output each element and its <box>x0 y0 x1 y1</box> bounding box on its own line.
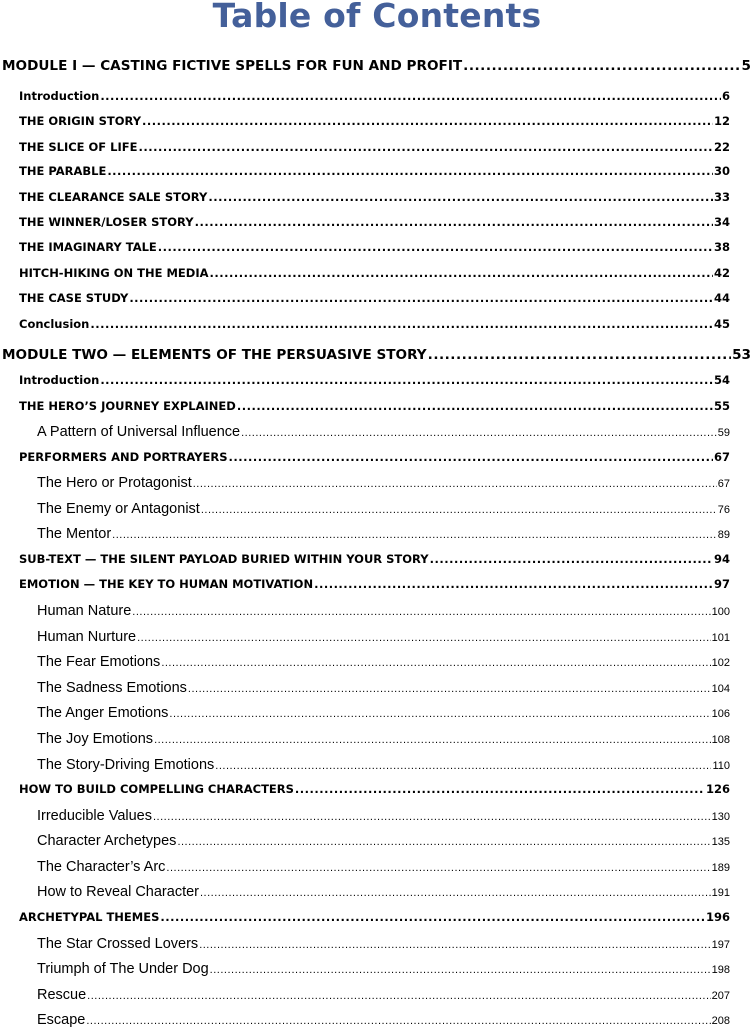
page-title: Table of Contents <box>212 0 542 35</box>
toc-entry[interactable] <box>37 731 730 747</box>
dot-leader <box>201 504 717 516</box>
dot-leader <box>87 990 710 1002</box>
toc-entry-title: Irreducible Values <box>37 808 152 824</box>
dot-leader <box>430 552 713 566</box>
toc-entry-page: 196 <box>705 910 730 924</box>
toc-entry-page: 130 <box>711 811 730 823</box>
toc-entry-page: 34 <box>713 215 730 229</box>
dot-leader <box>208 190 713 204</box>
toc-entry-title: Escape <box>37 1012 86 1028</box>
toc-entry[interactable] <box>37 808 730 824</box>
toc-entry-page: 97 <box>713 577 730 591</box>
toc-entry-page: 102 <box>711 657 730 669</box>
toc-entry-title: The Fear Emotions <box>37 654 161 670</box>
toc-entry-page: 191 <box>711 887 730 899</box>
toc-entry[interactable] <box>19 164 730 178</box>
toc-entry[interactable] <box>37 526 730 542</box>
dot-leader <box>210 266 713 280</box>
toc-entry-page: 126 <box>705 782 730 796</box>
dot-leader <box>100 373 713 387</box>
toc-entry[interactable] <box>19 450 730 464</box>
toc-entry-title: Rescue <box>37 987 87 1003</box>
toc-entry-title: The Joy Emotions <box>37 731 154 747</box>
toc-entry-title: THE SLICE OF LIFE <box>19 140 138 154</box>
dot-leader <box>100 89 721 103</box>
toc-entry-page: 55 <box>713 399 730 413</box>
toc-entry-page: 208 <box>711 1015 730 1027</box>
toc-entry-page: 189 <box>711 862 730 874</box>
dot-leader <box>210 964 711 976</box>
toc-entry[interactable] <box>19 577 730 591</box>
toc-entry-page: 67 <box>713 450 730 464</box>
toc-entry-page: 207 <box>711 990 730 1002</box>
dot-leader <box>241 427 717 439</box>
toc-entry-title: The Anger Emotions <box>37 705 169 721</box>
toc-entry[interactable] <box>19 782 730 796</box>
toc-entry-page: 110 <box>712 760 730 772</box>
dot-leader <box>199 939 710 951</box>
toc-entry[interactable] <box>37 859 730 875</box>
toc-entry[interactable] <box>19 240 730 254</box>
toc-entry[interactable] <box>19 266 730 280</box>
toc-entry[interactable] <box>37 936 730 952</box>
dot-leader <box>86 1015 710 1027</box>
dot-leader <box>169 708 710 720</box>
dot-leader <box>166 862 710 874</box>
toc-entry-page: 6 <box>721 89 730 103</box>
dot-leader <box>177 836 710 848</box>
toc-entry[interactable] <box>19 317 730 331</box>
toc-entry-page: 198 <box>711 964 730 976</box>
dot-leader <box>188 683 711 695</box>
toc-entry[interactable] <box>37 757 730 773</box>
toc-entry-page: 45 <box>713 317 730 331</box>
toc-entry-page: 106 <box>711 708 730 720</box>
toc-entry[interactable] <box>37 884 730 900</box>
toc-entry-page: 54 <box>713 373 730 387</box>
toc-entry-page: 197 <box>711 939 730 951</box>
toc-entry-title: MODULE TWO — ELEMENTS OF THE PERSUASIVE STORY <box>2 347 427 363</box>
dot-leader <box>428 347 731 363</box>
dot-leader <box>158 240 713 254</box>
dot-leader <box>107 164 713 178</box>
toc-entry-title: Human Nurture <box>37 629 137 645</box>
toc-entry-title: Introduction <box>19 373 100 387</box>
toc-entry[interactable] <box>37 475 730 491</box>
dot-leader <box>200 887 711 899</box>
toc-entry-title: PERFORMERS AND PORTRAYERS <box>19 450 228 464</box>
toc-entry[interactable] <box>19 373 730 387</box>
toc-entry-page: 5 <box>741 58 751 74</box>
toc-entry-title: THE IMAGINARY TALE <box>19 240 157 254</box>
toc-entry[interactable] <box>19 190 730 204</box>
dot-leader <box>295 782 705 796</box>
dot-leader <box>215 760 711 772</box>
toc-entry-page: 59 <box>717 427 730 439</box>
toc-entry-title: The Character’s Arc <box>37 859 166 875</box>
toc-entry-title: Character Archetypes <box>37 833 177 849</box>
toc-entry-page: 44 <box>713 291 730 305</box>
toc-entry-title: The Enemy or Antagonist <box>37 501 200 517</box>
dot-leader <box>161 657 710 669</box>
toc-entry-page: 42 <box>713 266 730 280</box>
toc-entry-title: HITCH-HIKING ON THE MEDIA <box>19 266 209 280</box>
toc-entry[interactable] <box>19 399 730 413</box>
toc-entry[interactable] <box>19 291 730 305</box>
toc-entry-page: 12 <box>713 114 730 128</box>
toc-entry[interactable] <box>37 961 730 977</box>
dot-leader <box>160 910 705 924</box>
toc-entry-title: MODULE I — CASTING FICTIVE SPELLS FOR FUN AND PROFIT <box>2 58 463 74</box>
toc-entry-title: THE CLEARANCE SALE STORY <box>19 190 208 204</box>
dot-leader <box>129 291 713 305</box>
toc-entry-title: Triumph of The Under Dog <box>37 961 209 977</box>
toc-entry-title: Introduction <box>19 89 100 103</box>
toc-entry-title: ARCHETYPAL THEMES <box>19 910 160 924</box>
toc-entry-page: 67 <box>717 478 730 490</box>
toc-entry[interactable] <box>19 89 730 103</box>
dot-leader <box>463 58 740 74</box>
toc-entry-title: The Star Crossed Lovers <box>37 936 199 952</box>
dot-leader <box>138 140 713 154</box>
toc-entry-title: THE PARABLE <box>19 164 107 178</box>
toc-entry[interactable] <box>19 910 730 924</box>
toc-entry-page: 22 <box>713 140 730 154</box>
toc-entry-page: 104 <box>711 683 730 695</box>
toc-entry-title: THE ORIGIN STORY <box>19 114 142 128</box>
toc-entry-page: 76 <box>717 504 730 516</box>
dot-leader <box>154 734 711 746</box>
toc-entry-title: THE CASE STUDY <box>19 291 129 305</box>
toc-entry[interactable] <box>19 552 730 566</box>
toc-entry[interactable] <box>37 987 730 1003</box>
toc-entry-title: Human Nature <box>37 603 132 619</box>
toc-entry[interactable] <box>19 215 730 229</box>
toc-entry[interactable] <box>19 140 730 154</box>
dot-leader <box>193 478 717 490</box>
toc-entry-title: The Hero or Protagonist <box>37 475 192 491</box>
dot-leader <box>137 632 711 644</box>
toc-entry[interactable] <box>37 1012 730 1028</box>
dot-leader <box>132 606 710 618</box>
toc-entry-title: THE HERO’S JOURNEY EXPLAINED <box>19 399 236 413</box>
toc-entry-title: SUB-TEXT — THE SILENT PAYLOAD BURIED WITHIN YOUR STORY <box>19 552 429 566</box>
toc-entry[interactable] <box>2 347 751 363</box>
toc-entry-title: The Story-Driving Emotions <box>37 757 215 773</box>
toc-entry[interactable] <box>37 603 730 619</box>
toc-entry-page: 108 <box>711 734 730 746</box>
dot-leader <box>90 317 713 331</box>
toc-entry-title: THE WINNER/LOSER STORY <box>19 215 194 229</box>
toc-entry-page: 30 <box>713 164 730 178</box>
toc-entry-page: 53 <box>732 347 751 363</box>
toc-entry-title: How to Reveal Character <box>37 884 199 900</box>
toc-entry[interactable] <box>37 424 730 440</box>
dot-leader <box>153 811 711 823</box>
dot-leader <box>237 399 713 413</box>
toc-entry[interactable] <box>37 629 730 645</box>
toc-entry[interactable] <box>37 654 730 670</box>
toc-entry-page: 94 <box>713 552 730 566</box>
toc-entry-title: The Sadness Emotions <box>37 680 187 696</box>
dot-leader <box>142 114 713 128</box>
toc-entry[interactable] <box>37 833 730 849</box>
toc-entry-page: 89 <box>717 529 730 541</box>
toc-entry[interactable] <box>37 705 730 721</box>
dot-leader <box>229 450 713 464</box>
toc-entry[interactable] <box>37 680 730 696</box>
toc-entry-title: EMOTION — THE KEY TO HUMAN MOTIVATION <box>19 577 314 591</box>
toc-entry-title: HOW TO BUILD COMPELLING CHARACTERS <box>19 782 294 796</box>
toc-entry-page: 33 <box>713 190 730 204</box>
dot-leader <box>314 577 713 591</box>
toc-entry-page: 100 <box>711 606 730 618</box>
toc-entry[interactable] <box>19 114 730 128</box>
toc-entry-page: 135 <box>711 836 730 848</box>
toc-entry-title: A Pattern of Universal Influence <box>37 424 241 440</box>
toc-entry[interactable] <box>2 58 751 74</box>
toc-entry-title: The Mentor <box>37 526 112 542</box>
toc-entry[interactable] <box>37 501 730 517</box>
dot-leader <box>195 215 713 229</box>
toc-entry-page: 101 <box>711 632 730 644</box>
toc-entry-title: Conclusion <box>19 317 90 331</box>
dot-leader <box>112 529 717 541</box>
toc-entry-page: 38 <box>713 240 730 254</box>
